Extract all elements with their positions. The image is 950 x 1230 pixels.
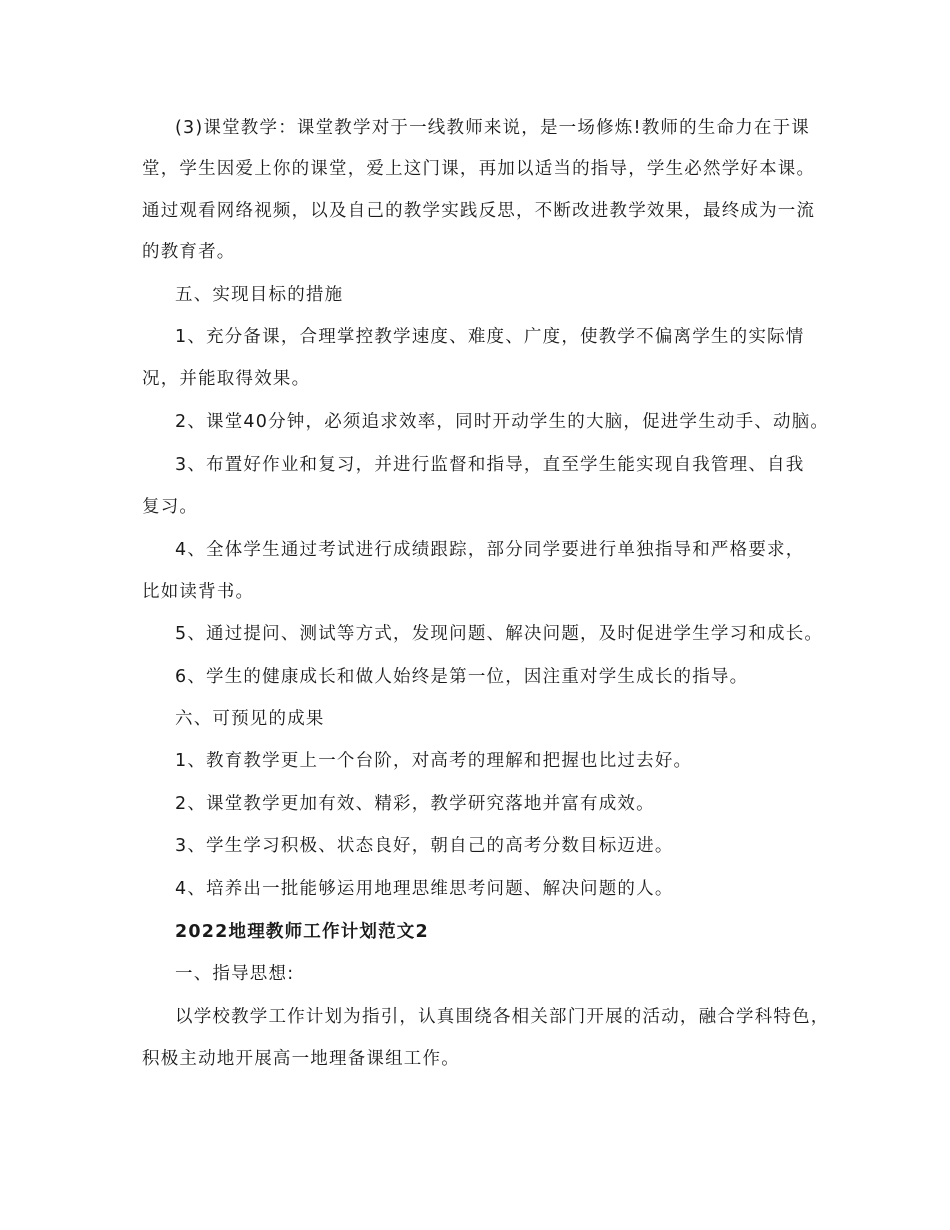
paragraph-line: 通过观看网络视频，以及自己的教学实践反思，不断改进教学效果，最终成为一流 — [142, 201, 816, 221]
list-item-continuation: 况，并能取得效果。 — [142, 369, 311, 389]
paragraph-line: 积极主动地开展高一地理备课组工作。 — [142, 1049, 460, 1069]
list-item: 2、课堂40分钟，必须追求效率，同时开动学生的大脑，促进学生动手、动脑。 — [175, 412, 830, 432]
document-subtitle: 2022地理教师工作计划范文2 — [175, 922, 429, 942]
list-item: 5、通过提问、测试等方式，发现问题、解决问题，及时促进学生学习和成长。 — [175, 624, 824, 644]
section-heading: 六、可预见的成果 — [175, 709, 325, 729]
paragraph-line: 以学校教学工作计划为指引，认真围绕各相关部门开展的活动，融合学科特色， — [175, 1007, 830, 1027]
list-item: 3、布置好作业和复习，并进行监督和指导，直至学生能实现自我管理、自我 — [175, 455, 805, 475]
paragraph-line: 堂，学生因爱上你的课堂，爱上这门课，再加以适当的指导，学生必然学好本课。 — [142, 159, 816, 179]
paragraph-line: 的教育者。 — [142, 242, 236, 262]
list-item: 1、教育教学更上一个台阶，对高考的理解和把握也比过去好。 — [175, 751, 693, 771]
paragraph-line: (3)课堂教学：课堂教学对于一线教师来说，是一场修炼!教师的生命力在于课 — [175, 118, 811, 138]
list-item: 4、培养出一批能够运用地理思维思考问题、解决问题的人。 — [175, 879, 674, 899]
list-item: 1、充分备课，合理掌控教学速度、难度、广度，使教学不偏离学生的实际情 — [175, 327, 805, 347]
section-heading: 五、实现目标的措施 — [175, 285, 344, 305]
list-item: 3、学生学习积极、状态良好，朝自己的高考分数目标迈进。 — [175, 836, 674, 856]
list-item: 6、学生的健康成长和做人始终是第一位，因注重对学生成长的指导。 — [175, 667, 749, 687]
list-item-continuation: 比如读背书。 — [142, 582, 255, 602]
list-item: 2、课堂教学更加有效、精彩，教学研究落地并富有成效。 — [175, 794, 655, 814]
section-heading: 一、指导思想: — [175, 964, 295, 984]
list-item: 4、全体学生通过考试进行成绩跟踪，部分同学要进行单独指导和严格要求， — [175, 540, 805, 560]
list-item-continuation: 复习。 — [142, 497, 199, 517]
